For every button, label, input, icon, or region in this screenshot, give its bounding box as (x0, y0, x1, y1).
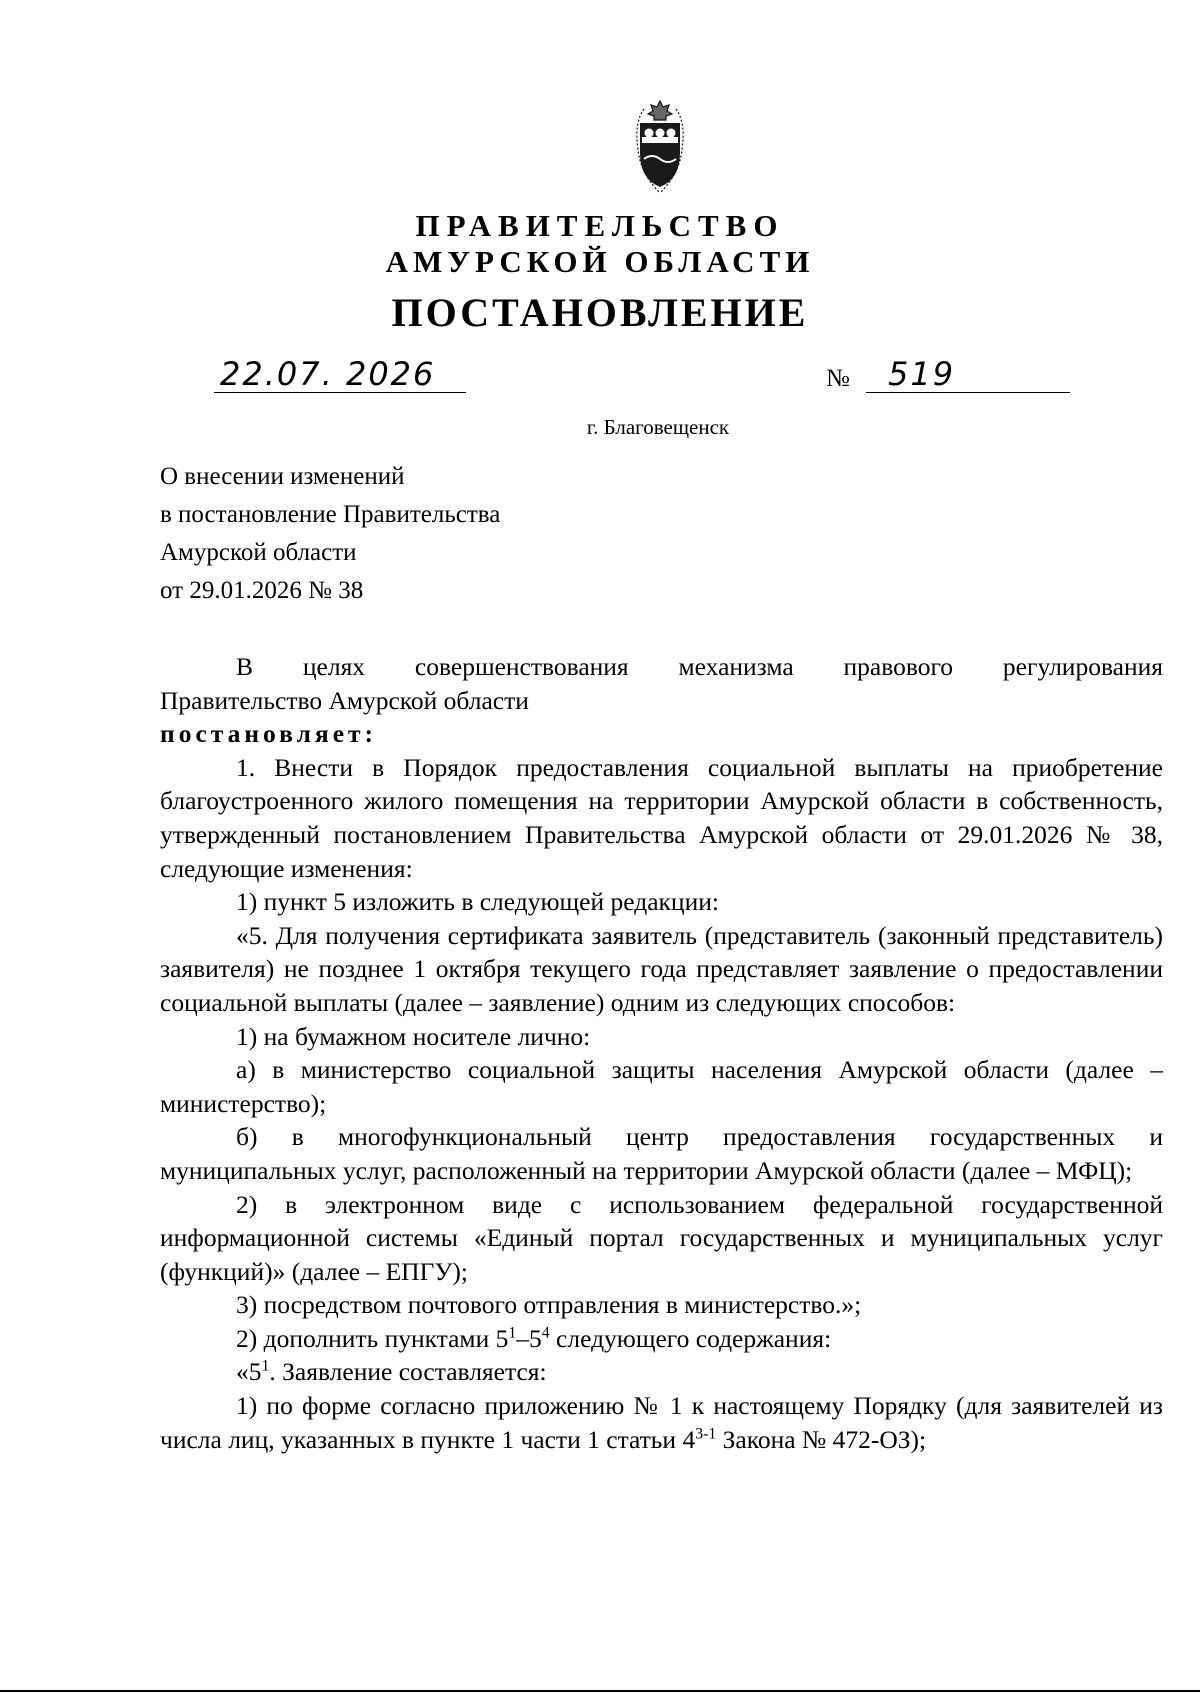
coat-of-arms-emblem (620, 97, 700, 197)
number-underline (866, 392, 1070, 393)
subitem-2-text: –5 (516, 1323, 542, 1353)
paragraph-text: «5 (236, 1357, 262, 1387)
paragraph-5-3: 3) посредством почтового отправления в министерство.»; (236, 1290, 862, 1320)
paragraph-text: Закона № 472-ОЗ); (716, 1424, 927, 1454)
subitem-2-text: 2) дополнить пунктами 5 (236, 1323, 509, 1353)
org-name-line1: ПРАВИТЕЛЬСТВО (415, 208, 785, 243)
subitem-2 (160, 1322, 1163, 1356)
resolves-label: постановляет: (160, 719, 378, 749)
document-body (160, 650, 1163, 1456)
page-edge-line (0, 1690, 1200, 1692)
date-underline (214, 392, 466, 393)
preamble-line: Правительство Амурской области (160, 685, 529, 715)
paragraph-5-1-a: а) в министерство социальной защиты населения Амурской области (далее – министерство); (160, 1055, 1163, 1118)
subject-line: от 29.01.2026 № 38 (160, 577, 364, 604)
document-subject (160, 458, 500, 610)
paragraph-5-2: 2) в электронном виде с использованием федеральной государственной информационной системы «Единый портал государственных и муниципальных услуг (функций)» (далее – ЕПГУ); (160, 1189, 1163, 1286)
handwritten-date: 22.07. 2026 (220, 355, 436, 393)
city: г. Благовещенск (586, 415, 730, 439)
subitem-1: 1) пункт 5 изложить в следующей редакции: (236, 887, 719, 917)
subject-line: Амурской области (160, 539, 357, 566)
item-1: 1. Внести в Порядок предоставления социальной выплаты на приобретение благоустроенного жилого помещения на территории Амурской области в собственность, утвержденный постановлением Правительства Амурской области от 29.01.2026 № 38, следующие изменения: (160, 752, 1163, 883)
paragraph-5-1-heading (160, 1355, 1163, 1389)
document-type: ПОСТАНОВЛЕНИЕ (391, 290, 809, 335)
superscript: 4 (541, 1324, 550, 1342)
superscript: 1 (261, 1357, 270, 1375)
paragraph-5-1-b: б) в многофункциональный центр предоставления государственных и муниципальных услуг, расположенный на территории Амурской области (далее – МФЦ); (160, 1122, 1163, 1185)
subject-line: О внесении изменений (160, 463, 405, 490)
paragraph-5-1: 1) на бумажном носителе лично: (236, 1021, 591, 1051)
paragraph-5-1-item-1 (160, 1389, 1163, 1456)
org-name-line2: АМУРСКОЙ ОБЛАСТИ (385, 244, 815, 279)
paragraph-text: 1) по форме согласно приложению № 1 к настоящему Порядку (для заявителей из числа лиц, указанных в пункте 1 части 1 статьи 4 (160, 1391, 1163, 1454)
paragraph-5: «5. Для получения сертификата заявитель (представитель (законный представитель) заявителя) не позднее 1 октября текущего года представляет заявление о предоставлении социальной выплаты (далее – заявление) одним из следующих способов: (160, 920, 1163, 1017)
handwritten-number: 519 (888, 355, 956, 393)
superscript: 3-1 (695, 1425, 717, 1443)
number-label: № (826, 365, 850, 392)
preamble-line: В целях совершенствования механизма правового регулирования (236, 652, 1163, 681)
subitem-2-text: следующего содержания: (549, 1323, 832, 1353)
subject-line: в постановление Правительства (160, 501, 501, 528)
superscript: 1 (508, 1324, 517, 1342)
paragraph-text: . Заявление составляется: (269, 1357, 547, 1387)
